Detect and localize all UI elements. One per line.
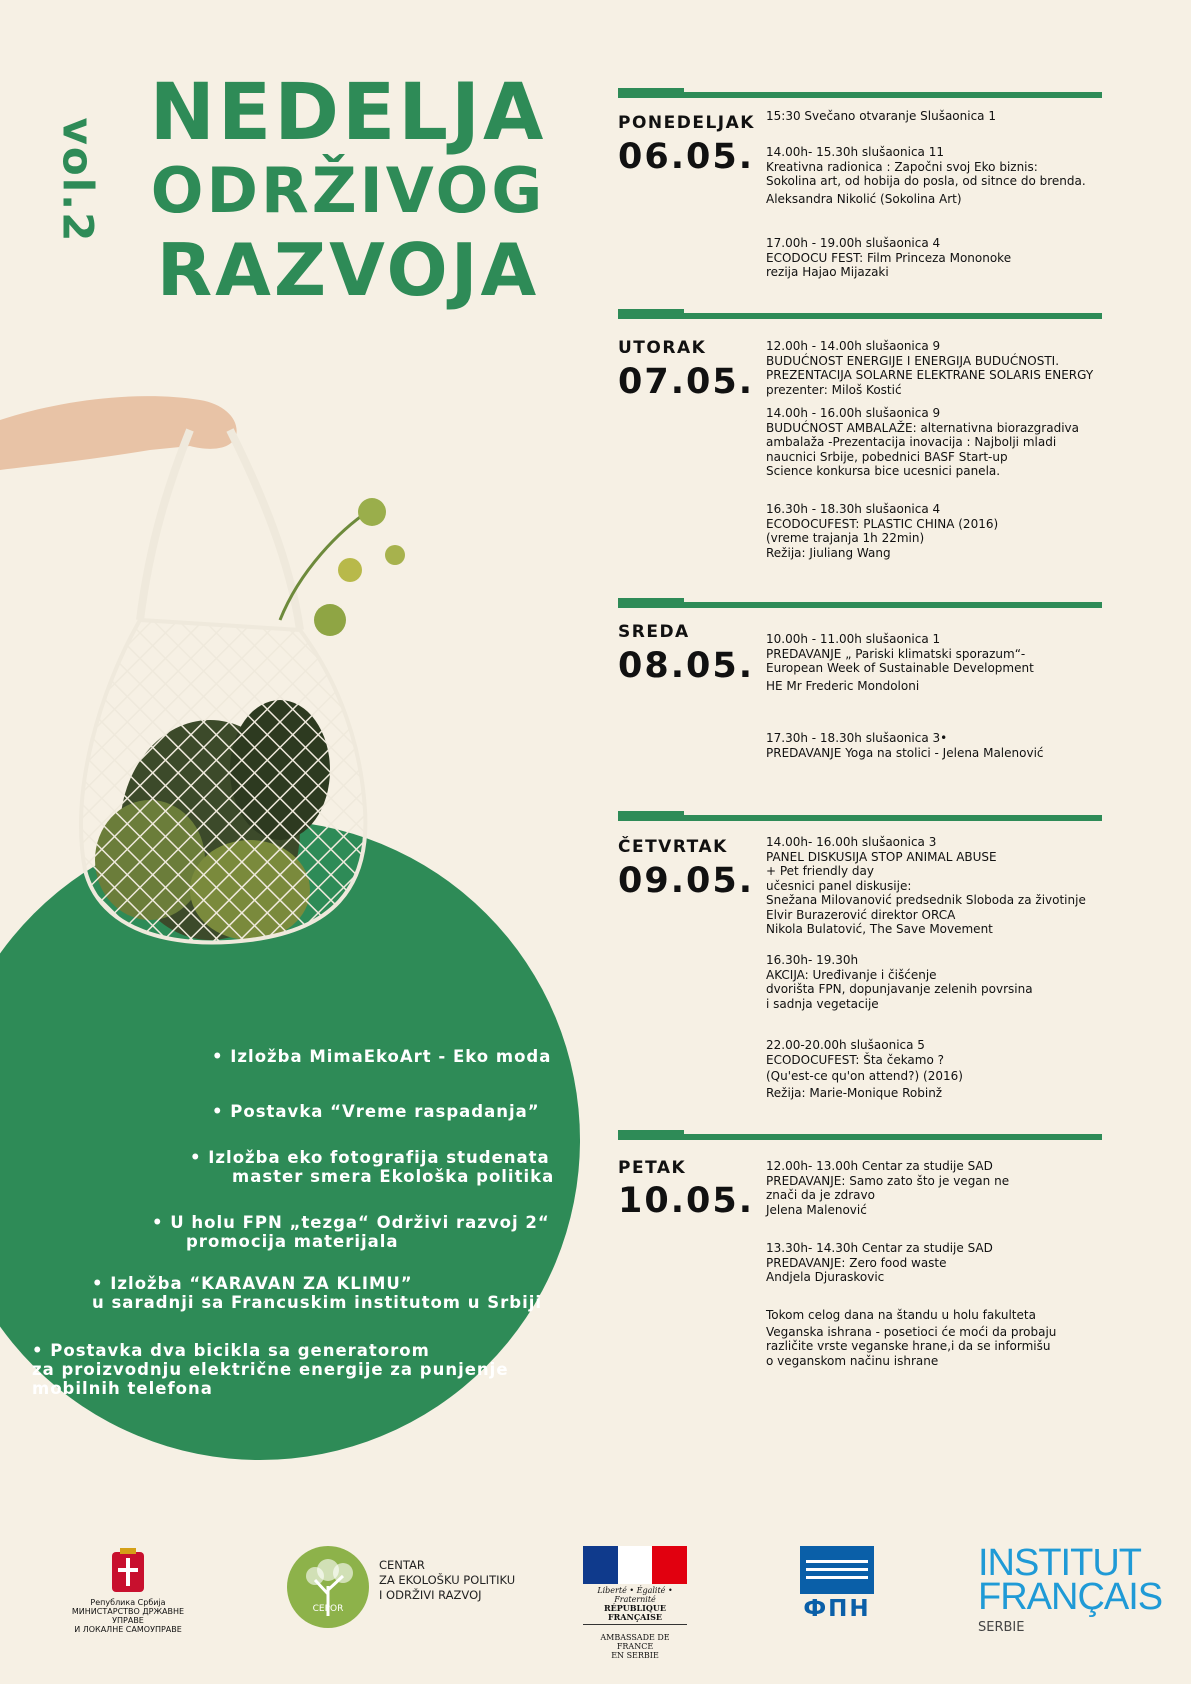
event bbox=[766, 1038, 1146, 1100]
event-line: Kreativna radionica : Započni svoj Eko biznis: bbox=[766, 159, 1038, 174]
list-item: u saradnji sa Francuskim institutom u Srbiji bbox=[92, 1293, 543, 1312]
event-line: i sadnja vegetacije bbox=[766, 996, 879, 1011]
event-line: ambalaža -Prezentacija inovacija : Najbolji mladi bbox=[766, 435, 1057, 449]
event bbox=[766, 1159, 1146, 1217]
event-line: 22.00-20.00h slušaonica 5 bbox=[766, 1038, 925, 1052]
event bbox=[766, 406, 1146, 479]
institut-country: SERBIE bbox=[978, 1620, 1025, 1635]
event bbox=[766, 1241, 1146, 1285]
vol-label: vol.2 bbox=[53, 117, 103, 244]
cepor-line: ZA EKOLOŠKU POLITIKU bbox=[379, 1573, 516, 1587]
list-item: master smera Ekološka politika bbox=[232, 1167, 555, 1186]
event bbox=[766, 339, 1146, 397]
day-date: 06.05. bbox=[618, 137, 755, 177]
event-line: učesnici panel diskusije: bbox=[766, 878, 912, 893]
ministry-line: И ЛОКАЛНЕ САМОУПРАВЕ bbox=[74, 1625, 182, 1634]
french-embassy-logo bbox=[583, 1546, 687, 1660]
event-line: BUDUĆNOST ENERGIJE I ENERGIJA BUDUĆNOSTI. bbox=[766, 353, 1060, 368]
day-name: PETAK bbox=[618, 1158, 687, 1178]
event-line: 16.30h- 19.30h bbox=[766, 953, 859, 967]
list-item: • Postavka dva bicikla sa generatorom bbox=[32, 1341, 430, 1360]
event-line: Aleksandra Nikolić (Sokolina Art) bbox=[766, 191, 962, 206]
event bbox=[766, 953, 1146, 1011]
event-line: AKCIJA: Uređivanje i čišćenje bbox=[766, 967, 937, 982]
tree-icon bbox=[287, 1546, 369, 1628]
france-name: RÉPUBLIQUE FRANÇAISE bbox=[583, 1604, 687, 1625]
event-line: 14.00h- 16.00h slušaonica 3 bbox=[766, 835, 937, 849]
day-date: 10.05. bbox=[618, 1181, 755, 1221]
day-divider bbox=[618, 92, 1102, 98]
event-line: znači da je zdravo bbox=[766, 1188, 875, 1202]
event-line: naucnici Srbije, pobednici BASF Start-up bbox=[766, 449, 1008, 464]
list-item: • Postavka “Vreme raspadanja” bbox=[212, 1102, 540, 1121]
event bbox=[766, 731, 1146, 760]
event-line: PREZENTACIJA SOLARNE ELEKTRANE SOLARIS ENERGY bbox=[766, 368, 1094, 382]
event-line: (Qu'est-ce qu'on attend?) (2016) bbox=[766, 1069, 963, 1083]
event-line: PREDAVANJE: Zero food waste bbox=[766, 1255, 947, 1270]
event-line: ECODOCU FEST: Film Princeza Mononoke bbox=[766, 250, 1012, 265]
fpn-text: ФПН bbox=[803, 1596, 871, 1622]
ministry-line: МИНИСТАРСТВО ДРЖАВНЕ УПРАВЕ bbox=[71, 1607, 185, 1625]
event-line: rezija Hajao Mijazaki bbox=[766, 265, 889, 279]
institut-line: INSTITUT bbox=[978, 1542, 1141, 1584]
event-line: Nikola Bulatović, The Save Movement bbox=[766, 922, 993, 936]
event-line: Snežana Milovanović predsednik Sloboda za životinje bbox=[766, 893, 1086, 907]
serbia-ministry-logo bbox=[58, 1548, 198, 1634]
day-date: 07.05. bbox=[618, 362, 755, 402]
list-item: • Izložba MimaEkoArt - Eko moda bbox=[212, 1047, 552, 1066]
event-line: 17.30h - 18.30h slušaonica 3• bbox=[766, 731, 948, 745]
ambassade-line: EN SERBIE bbox=[611, 1651, 659, 1660]
cepor-line: I ODRŽIVI RAZVOJ bbox=[379, 1588, 482, 1602]
day-date: 08.05. bbox=[618, 646, 755, 686]
cepor-line: CENTAR bbox=[379, 1558, 425, 1572]
day-divider bbox=[618, 815, 1102, 821]
event-line: European Week of Sustainable Development bbox=[766, 661, 1034, 675]
ministry-line: Република Србија bbox=[90, 1598, 166, 1607]
event-line: Elvir Burazerović direktor ORCA bbox=[766, 907, 956, 922]
day-divider bbox=[618, 602, 1102, 608]
event bbox=[766, 145, 1146, 206]
event-line: Režija: Marie-Monique Robinž bbox=[766, 1085, 943, 1100]
event bbox=[766, 502, 1146, 560]
cepor-logo bbox=[287, 1546, 537, 1626]
event-line: Sokolina art, od hobija do posla, od sitnce do brenda. bbox=[766, 174, 1086, 188]
coat-of-arms-icon bbox=[108, 1548, 148, 1596]
event-line: Režija: Jiuliang Wang bbox=[766, 545, 891, 560]
ambassade-line: AMBASSADE DE FRANCE bbox=[600, 1633, 670, 1651]
event-line: Tokom celog dana na štandu u holu fakulteta bbox=[766, 1308, 1036, 1322]
event-line: 15:30 Svečano otvaranje Slušaonica 1 bbox=[766, 109, 996, 123]
cepor-badge: CEPOR bbox=[312, 1604, 344, 1614]
title-line-1: NEDELJA bbox=[149, 68, 547, 158]
event-line: (vreme trajanja 1h 22min) bbox=[766, 531, 925, 545]
event-line: Jelena Malenović bbox=[766, 1202, 867, 1217]
event-line: PANEL DISKUSIJA STOP ANIMAL ABUSE bbox=[766, 849, 997, 864]
event bbox=[766, 632, 1146, 693]
event-line: 14.00h- 15.30h slušaonica 11 bbox=[766, 145, 944, 159]
event bbox=[766, 1308, 1146, 1368]
event-line: BUDUĆNOST AMBALAŽE: alternativna biorazgradiva bbox=[766, 420, 1079, 435]
list-item: mobilnih telefona bbox=[32, 1379, 213, 1398]
fpn-emblem-icon bbox=[800, 1546, 874, 1594]
day-divider bbox=[618, 313, 1102, 319]
event-line: Science konkursa bice ucesnici panela. bbox=[766, 464, 1001, 478]
list-item: • Izložba “KARAVAN ZA KLIMU” bbox=[92, 1274, 413, 1293]
event-line: različite vrste veganske hrane,i da se informišu bbox=[766, 1339, 1051, 1353]
event-line: 12.00h- 13.00h Centar za studije SAD bbox=[766, 1159, 993, 1173]
event-line: 17.00h - 19.00h slušaonica 4 bbox=[766, 236, 941, 250]
marianne-flag-icon bbox=[583, 1546, 687, 1584]
list-item: • U holu FPN „tezga“ Održivi razvoj 2“ bbox=[152, 1213, 550, 1232]
event-line: 13.30h- 14.30h Centar za studije SAD bbox=[766, 1241, 993, 1255]
event-line: + Pet friendly day bbox=[766, 864, 874, 878]
institut-line: FRANÇAIS bbox=[978, 1576, 1163, 1618]
event-line: 16.30h - 18.30h slušaonica 4 bbox=[766, 502, 941, 516]
list-item: za proizvodnju električne energije za punjenje bbox=[32, 1360, 509, 1379]
event-line: Veganska ishrana - posetioci će moći da probaju bbox=[766, 1324, 1057, 1339]
day-name: ČETVRTAK bbox=[618, 837, 728, 857]
event-line: ECODOCUFEST: PLASTIC CHINA (2016) bbox=[766, 516, 999, 531]
event-line: PREDAVANJE Yoga na stolici - Jelena Malenović bbox=[766, 745, 1044, 760]
event-line: 10.00h - 11.00h slušaonica 1 bbox=[766, 632, 941, 646]
event-line: Andjela Djuraskovic bbox=[766, 1270, 885, 1284]
list-item: promocija materijala bbox=[186, 1232, 399, 1251]
title-line-3: RAZVOJA bbox=[156, 228, 540, 312]
institut-francais-logo bbox=[978, 1542, 1163, 1635]
event-line: PREDAVANJE „ Pariski klimatski sporazum“- bbox=[766, 646, 1026, 661]
event-line: prezenter: Miloš Kostić bbox=[766, 382, 902, 397]
event bbox=[766, 835, 1146, 937]
event-line: ECODOCUFEST: Šta čekamo ? bbox=[766, 1052, 945, 1067]
fpn-logo bbox=[800, 1546, 874, 1622]
france-motto: Liberté • Égalité • Fraternité bbox=[597, 1586, 673, 1604]
event-line: dvorišta FPN, dopunjavanje zelenih povrsina bbox=[766, 982, 1033, 996]
day-date: 09.05. bbox=[618, 861, 755, 901]
event-line: o veganskom načinu ishrane bbox=[766, 1353, 939, 1368]
event-line: 14.00h - 16.00h slušaonica 9 bbox=[766, 406, 941, 420]
day-name: SREDA bbox=[618, 622, 690, 642]
event bbox=[766, 236, 1146, 280]
event-line: 12.00h - 14.00h slušaonica 9 bbox=[766, 339, 941, 353]
day-divider bbox=[618, 1134, 1102, 1140]
day-name: UTORAK bbox=[618, 338, 707, 358]
event-line: PREDAVANJE: Samo zato što je vegan ne bbox=[766, 1173, 1010, 1188]
day-name: PONEDELJAK bbox=[618, 113, 755, 133]
schedule bbox=[618, 0, 1163, 1684]
title-line-2: ODRŽIVOG bbox=[150, 154, 546, 227]
event-line: HE Mr Frederic Mondoloni bbox=[766, 678, 920, 693]
sponsor-logos bbox=[0, 1530, 1191, 1684]
list-item: • Izložba eko fotografija studenata bbox=[190, 1148, 550, 1167]
event bbox=[766, 109, 1146, 124]
